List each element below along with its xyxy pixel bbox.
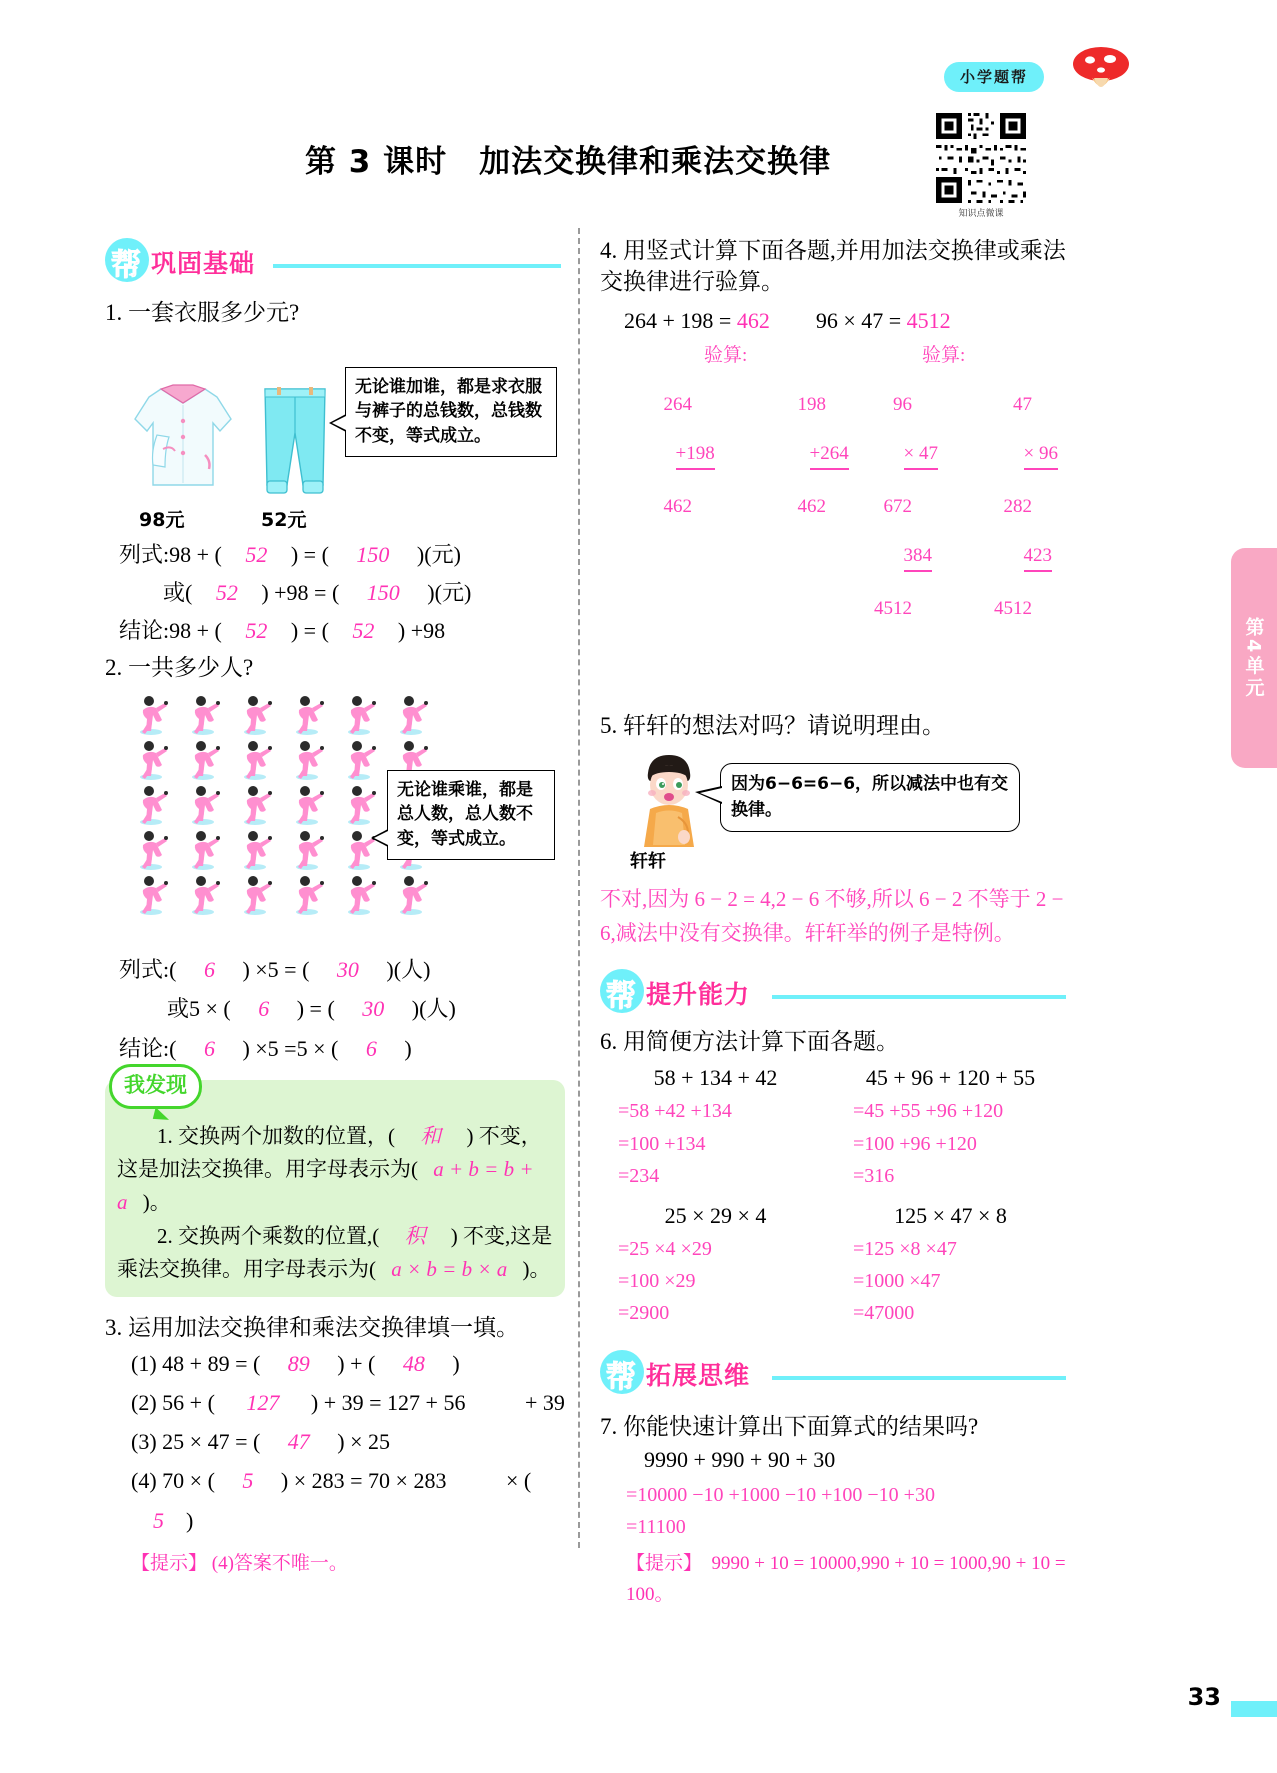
- vcalc-2-label: 验算:: [922, 344, 966, 366]
- vcalc-1b-r2: +264: [810, 442, 849, 470]
- p1-l2-post: )(元): [427, 579, 472, 605]
- vcalc-2a-r5: 4512: [874, 597, 912, 619]
- vcalc-2b-r1: 47: [1013, 394, 1032, 415]
- column-divider: [578, 228, 580, 1548]
- qr-code-icon[interactable]: [933, 110, 1029, 206]
- p3-i3-blank-a[interactable]: 47: [287, 1429, 310, 1455]
- problem-6-col-3: [618, 1203, 813, 1330]
- disc1-post: )。: [142, 1189, 171, 1214]
- p6-c3-s2: =100 ×29: [618, 1269, 696, 1292]
- problem-3-item-4: [131, 1461, 565, 1539]
- section-bang-char: 帮: [111, 248, 141, 283]
- p1-l3-mid: ) = (: [290, 617, 329, 643]
- shirt-price: 98元: [139, 508, 185, 531]
- discover-box: [105, 1073, 565, 1297]
- problem-4-equations: [624, 308, 1070, 334]
- p3-i1-pre: 48 + 89 = (: [162, 1350, 261, 1376]
- p1-l2-blank-b[interactable]: 150: [366, 579, 400, 605]
- person-figure: [129, 827, 173, 871]
- qr-caption: 知识点微课: [958, 209, 1004, 219]
- section-label: 巩固基础: [151, 249, 256, 278]
- person-figure: [129, 782, 173, 826]
- p3-i1-post: ): [452, 1350, 460, 1376]
- p2-l3-post: ): [404, 1035, 412, 1061]
- brand-badge: 小学题帮: [944, 62, 1044, 92]
- vcalc-1a-r1: 264: [663, 394, 692, 415]
- p6-c3-head: 25 × 29 × 4: [664, 1202, 767, 1228]
- discover-line-1: [117, 1120, 553, 1218]
- problem-2-line-3: [119, 1029, 565, 1069]
- section-rule: [273, 264, 561, 268]
- problem-7-text: 你能快速计算出下面算式的结果吗?: [623, 1413, 979, 1439]
- problem-3-item-2: [131, 1383, 565, 1422]
- p2-l3-pre: 结论:(: [119, 1035, 177, 1061]
- problem-3-number: 3.: [105, 1315, 123, 1341]
- problem-2-heading: [105, 653, 565, 684]
- p3-i4-blank-b[interactable]: 5: [153, 1507, 164, 1533]
- problem-4-heading: [600, 236, 1070, 298]
- person-figure: [233, 827, 277, 871]
- problem-6-text: 用简便方法计算下面各题。: [623, 1028, 899, 1054]
- vcalc-1b-r3: 462: [797, 495, 826, 517]
- problem-1-line-1: [119, 535, 461, 575]
- p6-c2-s3: =316: [853, 1165, 895, 1188]
- p3-i4-blank-a[interactable]: 5: [242, 1468, 254, 1494]
- problem-2-callout: [387, 770, 555, 860]
- problem-7-heading: [600, 1412, 1070, 1443]
- problem-6-col-4: [853, 1203, 1048, 1330]
- p4-eq2-answer[interactable]: 4512: [906, 307, 951, 333]
- problem-1-line-3: [119, 611, 445, 651]
- problem-3-text: 运用加法交换律和乘法交换律填一填。: [128, 1315, 519, 1341]
- problem-3-item-3: [131, 1422, 565, 1461]
- problem-6-col-1: [618, 1065, 813, 1192]
- problem-5-heading: [600, 711, 1070, 742]
- p3-i3-pre: 25 × 47 = (: [162, 1429, 261, 1455]
- section-rule-3: [772, 1376, 1066, 1380]
- vcalc-1a: [628, 344, 715, 671]
- p6-c4-s2: =1000 ×47: [853, 1269, 941, 1292]
- p2-l2-blank-a[interactable]: 6: [258, 996, 270, 1022]
- p2-l2-pre: 或5 × (: [167, 996, 231, 1022]
- unit-tab: [1231, 548, 1277, 768]
- disc2-blank-a[interactable]: 积: [404, 1224, 426, 1249]
- p6-c3-s1: =25 ×4 ×29: [618, 1237, 712, 1260]
- footer-bar: [1231, 1701, 1277, 1717]
- disc2-post: )。: [522, 1256, 551, 1281]
- p3-i1-label: (1): [131, 1350, 157, 1376]
- problem-4-eq-1: [624, 308, 770, 334]
- vcalc-2b-r5: 4512: [994, 597, 1032, 619]
- vcalc-2a: [856, 344, 938, 671]
- problem-2-callout-text: 无论谁乘谁，都是总人数，总人数不变，等式成立。: [397, 779, 533, 849]
- boy-character-icon: [634, 751, 704, 849]
- person-figure: [233, 737, 277, 781]
- vcalc-2b-r4: 423: [1024, 544, 1053, 572]
- problem-5-answer[interactable]: 不对,因为 6 − 2 = 4,2 − 6 不够,所以 6 − 2 不等于 2 − 6,减法中没有交换律。轩轩举的例子是特例。: [600, 887, 1064, 945]
- problem-4-text: 用竖式计算下面各题,并用加法交换律或乘法交换律进行验算。: [600, 238, 1066, 294]
- person-figure: [337, 737, 381, 781]
- p6-c2-head: 45 + 96 + 120 + 55: [865, 1065, 1036, 1091]
- p4-eq2-pre: 96 × 47 =: [815, 307, 902, 333]
- problem-3-hint: 【提示】 (4)答案不唯一。: [131, 1552, 348, 1574]
- shirt-icon: [127, 379, 239, 499]
- problem-3-item-1: [131, 1344, 565, 1383]
- section-label-3: 拓展思维: [646, 1360, 751, 1390]
- p3-i3-label: (3): [131, 1429, 157, 1455]
- problem-1-line-2: [163, 573, 471, 613]
- pants-icon: [255, 381, 335, 501]
- p2-l2-post: )(人): [411, 996, 456, 1022]
- problem-1-text: 一套衣服多少元?: [128, 300, 300, 325]
- section-header-improve: [600, 967, 1070, 1019]
- problem-4-eq-2: [816, 308, 951, 334]
- person-figure: [337, 782, 381, 826]
- person-figure: [337, 692, 381, 736]
- person-figure: [181, 737, 225, 781]
- person-figure: [181, 692, 225, 736]
- problem-7-hint: 【提示】 9990 + 10 = 10000,990 + 10 = 1000,90 + 10 = 100。: [626, 1553, 1066, 1605]
- p3-i2-mid: ) + 39 = 127 + 56: [310, 1390, 466, 1416]
- p3-i2-pre: 56 + (: [162, 1390, 215, 1416]
- p1-l3-blank-a[interactable]: 52: [245, 617, 268, 643]
- person-figure: [337, 872, 381, 916]
- p6-c4-s1: =125 ×8 ×47: [853, 1237, 957, 1260]
- vcalc-2a-r2: × 47: [904, 442, 938, 470]
- p1-l2-blank-a[interactable]: 52: [215, 579, 238, 605]
- person-figure: [285, 692, 329, 736]
- p3-i2-blank-a[interactable]: 127: [246, 1390, 280, 1416]
- vcalc-1a-r2: +198: [676, 442, 715, 470]
- p3-i1-blank-b[interactable]: 48: [402, 1350, 425, 1376]
- person-figure: [233, 782, 277, 826]
- p1-l3-blank-b[interactable]: 52: [352, 617, 375, 643]
- problem-6-number: 6.: [600, 1028, 618, 1054]
- p6-c2-s2: =100 +96 +120: [853, 1132, 977, 1155]
- mushroom-icon: [1070, 42, 1132, 98]
- person-figure: [285, 782, 329, 826]
- vcalc-group-1: [628, 344, 849, 671]
- disc1-pre: 1. 交换两个加数的位置，(: [157, 1124, 395, 1149]
- p2-l1-mid: ) ×5 = (: [242, 956, 310, 982]
- problem-4-number: 4.: [600, 238, 618, 263]
- vcalc-group-2: [856, 344, 1058, 671]
- problem-3-heading: [105, 1313, 565, 1344]
- problem-5-bubble-text: 因为6−6=6−6，所以减法中也有交换律。: [731, 774, 1009, 820]
- left-column: [105, 236, 565, 1575]
- section-header-consolidate: [105, 236, 565, 288]
- p1-l3-post: ) +98: [397, 617, 446, 643]
- p6-c2-s1: =45 +55 +96 +120: [853, 1100, 1004, 1123]
- problem-4-vertical-calcs: [628, 344, 1070, 671]
- discover-line-2: [117, 1220, 553, 1285]
- p1-l3-pre: 结论:98 + (: [119, 617, 222, 643]
- p1-l1-pre: 列式:98 + (: [119, 541, 222, 567]
- p3-i3-mid: ) × 25: [337, 1429, 391, 1455]
- section-label-2: 提升能力: [646, 979, 751, 1009]
- vcalc-1-label: 验算:: [704, 344, 748, 366]
- person-figure: [285, 827, 329, 871]
- p2-l2-mid: ) = (: [296, 996, 335, 1022]
- p1-l1-mid: ) = (: [290, 541, 329, 567]
- disc1-blank-a[interactable]: 和: [420, 1124, 442, 1149]
- problem-7-step-2: =11100: [626, 1515, 686, 1538]
- p1-l1-blank-b[interactable]: 150: [356, 541, 390, 567]
- problem-6-row-1: [618, 1065, 1070, 1192]
- problem-2-line-2: [167, 989, 565, 1029]
- problem-2-figure: [105, 692, 565, 950]
- p6-c4-s3: =47000: [853, 1302, 915, 1325]
- disc1-mid: ) 不变，这是加法交换律。用字母表示为(: [117, 1124, 542, 1181]
- problem-1-callout-text: 无论谁加谁，都是求衣服与裤子的总钱数，总钱数不变，等式成立。: [355, 376, 542, 447]
- problem-7-number: 7.: [600, 1413, 618, 1439]
- p4-eq1-answer[interactable]: 462: [736, 307, 770, 333]
- p6-c4-head: 125 × 47 × 8: [894, 1202, 1007, 1228]
- p6-c1-head: 58 + 134 + 42: [653, 1065, 778, 1091]
- page-number: 33: [1187, 1683, 1221, 1711]
- person-figure: [233, 692, 277, 736]
- problem-1-number: 1.: [105, 300, 123, 325]
- vcalc-2b: [976, 344, 1058, 671]
- p6-c3-s3: =2900: [618, 1302, 670, 1325]
- person-figure: [129, 737, 173, 781]
- problem-3-items: [131, 1344, 565, 1540]
- page-title: 第 3 课时 加法交换律和乘法交换律: [305, 144, 832, 180]
- callout-tail-2: [371, 829, 388, 847]
- problem-1-figure: [105, 335, 565, 643]
- problem-6-col-2: [853, 1065, 1048, 1192]
- problem-5-text: 轩轩的想法对吗？请说明理由。: [623, 712, 945, 738]
- problem-5-figure: [600, 749, 1070, 881]
- disc2-pre: 2. 交换两个乘数的位置,(: [157, 1224, 380, 1249]
- p3-i4-label: (4): [131, 1468, 157, 1494]
- disc1-blank-b[interactable]: a + b = b + a: [117, 1156, 534, 1214]
- p2-l2-blank-b[interactable]: 30: [362, 996, 385, 1022]
- problem-2-number: 2.: [105, 654, 123, 680]
- p3-i4-tail: × ( 5 ): [131, 1468, 531, 1532]
- p1-l2-pre: 或(: [163, 579, 193, 605]
- vcalc-2b-r3: 282: [1003, 495, 1032, 517]
- person-figure: [285, 737, 329, 781]
- boy-name-label: 轩轩: [630, 851, 666, 873]
- vcalc-1b-r1: 198: [797, 394, 826, 415]
- problem-5-speech-bubble: [720, 763, 1020, 832]
- problem-6-heading: [600, 1027, 1070, 1058]
- p3-i2-post: + 39: [524, 1390, 565, 1416]
- speech-bubble-tail: [695, 786, 722, 804]
- vcalc-1a-r3: 462: [663, 495, 692, 517]
- problem-2-line-1: [119, 950, 565, 990]
- section-bang-char-3: 帮: [606, 1359, 636, 1395]
- vcalc-2a-r1: 96: [893, 394, 912, 415]
- problem-6-row-2: [618, 1203, 1070, 1330]
- disc2-blank-b[interactable]: a × b = b × a: [391, 1256, 508, 1281]
- problem-1-heading: [105, 298, 565, 329]
- p2-l1-post: )(人): [386, 956, 431, 982]
- problem-5-number: 5.: [600, 712, 618, 738]
- p1-l1-blank-a[interactable]: 52: [245, 541, 268, 567]
- discover-badge: 我发现: [109, 1064, 202, 1109]
- right-column: [600, 236, 1070, 1610]
- p6-c1-s1: =58 +42 +134: [618, 1100, 732, 1123]
- p3-i1-mid: ) + (: [337, 1350, 376, 1376]
- p2-l3-mid: ) ×5 =5 × (: [242, 1035, 339, 1061]
- person-figure: [181, 827, 225, 871]
- problem-7-expression: 9990 + 990 + 90 + 30: [644, 1446, 836, 1472]
- p2-l3-blank-b[interactable]: 6: [365, 1035, 377, 1061]
- p3-i4-pre: 70 × (: [162, 1468, 215, 1494]
- problem-1-callout: [345, 367, 557, 457]
- vcalc-2b-r2: × 96: [1024, 442, 1058, 470]
- vcalc-2a-r4: 384: [904, 544, 933, 572]
- person-figure: [181, 782, 225, 826]
- p2-l3-blank-a[interactable]: 6: [203, 1035, 215, 1061]
- person-figure: [389, 692, 433, 736]
- p6-c1-s2: =100 +134: [618, 1132, 706, 1155]
- p3-i4-post: × (: [505, 1468, 532, 1494]
- p1-l1-post: )(元): [416, 541, 461, 567]
- p2-l1-blank-a[interactable]: 6: [203, 956, 215, 982]
- person-figure: [129, 692, 173, 736]
- callout-tail: [329, 414, 346, 432]
- p2-l1-pre: 列式:(: [119, 956, 177, 982]
- p6-c1-s3: =234: [618, 1165, 660, 1188]
- disc2-mid: ) 不变,这是乘法交换律。用字母表示为(: [117, 1224, 553, 1281]
- p3-i1-blank-a[interactable]: 89: [287, 1350, 310, 1376]
- vcalc-2a-r3: 672: [883, 495, 912, 517]
- person-figure: [233, 872, 277, 916]
- section-rule-2: [772, 995, 1066, 999]
- problem-7-step-1: =10000 −10 +1000 −10 +100 −10 +30: [626, 1483, 935, 1506]
- person-figure: [389, 872, 433, 916]
- p2-l1-blank-b[interactable]: 30: [336, 956, 359, 982]
- section-header-expand: [600, 1348, 1070, 1400]
- section-bang-char-2: 帮: [606, 978, 636, 1014]
- p3-i4-mid: ) × 283 = 70 × 283: [280, 1468, 447, 1494]
- p4-eq1-pre: 264 + 198 =: [624, 307, 732, 333]
- person-figure: [129, 872, 173, 916]
- p3-i2-label: (2): [131, 1390, 157, 1416]
- pants-price: 52元: [261, 508, 307, 531]
- p1-l2-mid: ) +98 = (: [261, 579, 340, 605]
- person-figure: [285, 872, 329, 916]
- unit-tab-label: 第4单元: [1242, 616, 1265, 700]
- person-figure: [181, 872, 225, 916]
- vcalc-1b: [762, 344, 849, 671]
- problem-2-text: 一共多少人?: [128, 654, 254, 680]
